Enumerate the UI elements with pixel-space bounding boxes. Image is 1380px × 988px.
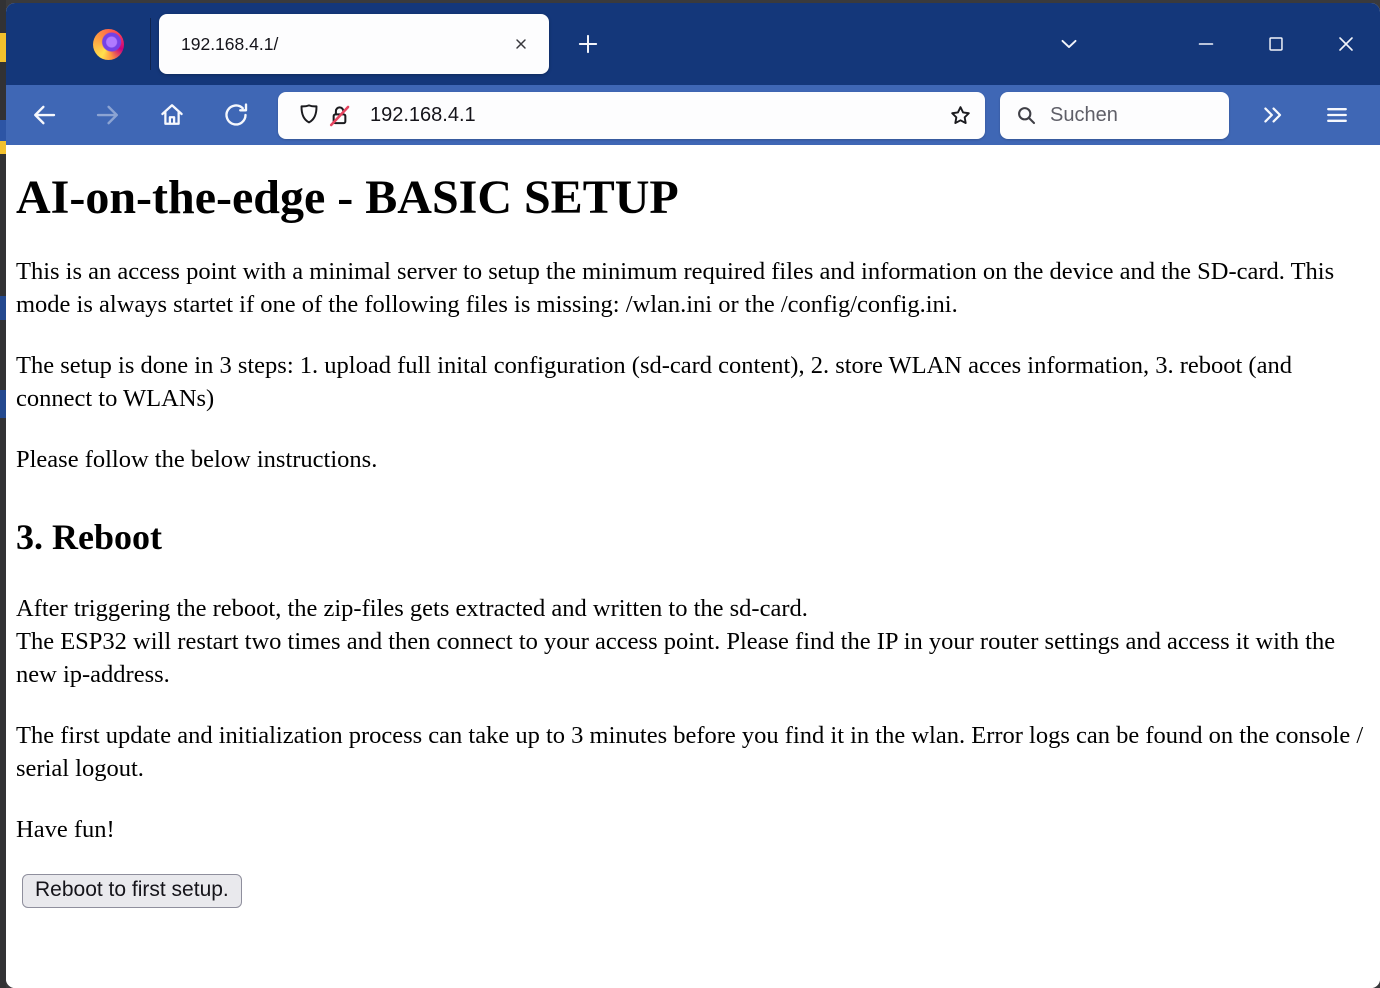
minimize-button[interactable] bbox=[1183, 21, 1229, 67]
overflow-button[interactable] bbox=[1253, 95, 1293, 135]
tracking-protection-button[interactable] bbox=[294, 100, 324, 130]
browser-tab[interactable] bbox=[159, 14, 549, 74]
intro-paragraph: This is an access point with a minimal server to setup the minimum required files and information on the device and the SD-card. This mode is always startet if one of the following files is missing: /wlan.ini or the /config/config.ini. bbox=[16, 258, 1335, 318]
star-icon bbox=[947, 102, 974, 129]
double-chevron-right-icon bbox=[1259, 101, 1287, 129]
search-input[interactable] bbox=[1048, 103, 1198, 128]
search-icon bbox=[1014, 103, 1039, 128]
titlebar bbox=[6, 3, 1380, 85]
have-fun-paragraph: Have fun! bbox=[16, 816, 115, 843]
hamburger-icon bbox=[1323, 101, 1351, 129]
reload-icon bbox=[221, 100, 251, 130]
bookmark-button[interactable] bbox=[945, 100, 975, 130]
follow-paragraph: Please follow the below instructions. bbox=[16, 446, 378, 473]
tab-separator bbox=[150, 18, 151, 70]
chevron-down-icon bbox=[1056, 31, 1082, 57]
close-icon bbox=[1334, 32, 1358, 56]
reboot-line1: After triggering the reboot, the zip-files gets extracted and written to the sd-card. bbox=[16, 595, 808, 622]
lock-insecure-icon bbox=[326, 102, 353, 129]
firefox-view-button[interactable] bbox=[86, 22, 130, 66]
menu-button[interactable] bbox=[1317, 95, 1357, 135]
new-tab-button[interactable] bbox=[567, 23, 609, 65]
section-title: 3. Reboot bbox=[16, 517, 162, 557]
firefox-icon bbox=[93, 29, 124, 60]
shield-icon bbox=[296, 102, 322, 128]
search-box[interactable] bbox=[1000, 92, 1229, 139]
page-content bbox=[6, 145, 1380, 988]
url-bar[interactable] bbox=[278, 92, 985, 139]
reboot-paragraph bbox=[16, 592, 1366, 691]
reload-button[interactable] bbox=[216, 95, 256, 135]
browser-window bbox=[6, 3, 1380, 988]
list-all-tabs-button[interactable] bbox=[1047, 24, 1091, 64]
forward-button[interactable] bbox=[88, 95, 128, 135]
back-button[interactable] bbox=[24, 95, 64, 135]
window-controls bbox=[1183, 21, 1369, 67]
plus-icon bbox=[574, 30, 602, 58]
tab-close-button[interactable] bbox=[507, 30, 535, 58]
minimize-icon bbox=[1194, 32, 1218, 56]
maximize-icon bbox=[1265, 33, 1287, 55]
navigation-toolbar bbox=[6, 85, 1380, 145]
home-icon bbox=[157, 100, 187, 130]
reboot-line2: The ESP32 will restart two times and then connect to your access point. Please find the IP in your router settings and access it with the new ip-address. bbox=[16, 628, 1336, 688]
connection-security-button[interactable] bbox=[324, 100, 354, 130]
close-icon bbox=[513, 36, 529, 52]
steps-paragraph: The setup is done in 3 steps: 1. upload full inital configuration (sd-card content), 2. store WLAN acces information, 3. reboot (and connect to WLANs) bbox=[16, 352, 1292, 412]
close-window-button[interactable] bbox=[1323, 21, 1369, 67]
tab-title: 192.168.4.1/ bbox=[181, 33, 279, 54]
url-text: 192.168.4.1 bbox=[370, 103, 476, 126]
reboot-button[interactable]: Reboot to first setup. bbox=[22, 874, 242, 908]
page-title: AI-on-the-edge - BASIC SETUP bbox=[16, 171, 679, 224]
forward-arrow-icon bbox=[93, 100, 123, 130]
reboot-button-row bbox=[22, 874, 1366, 908]
home-button[interactable] bbox=[152, 95, 192, 135]
update-note-paragraph: The first update and initialization process can take up to 3 minutes before you find it in the wlan. Error logs can be found on the console / serial logout. bbox=[16, 722, 1364, 782]
maximize-button[interactable] bbox=[1253, 21, 1299, 67]
back-arrow-icon bbox=[29, 100, 59, 130]
